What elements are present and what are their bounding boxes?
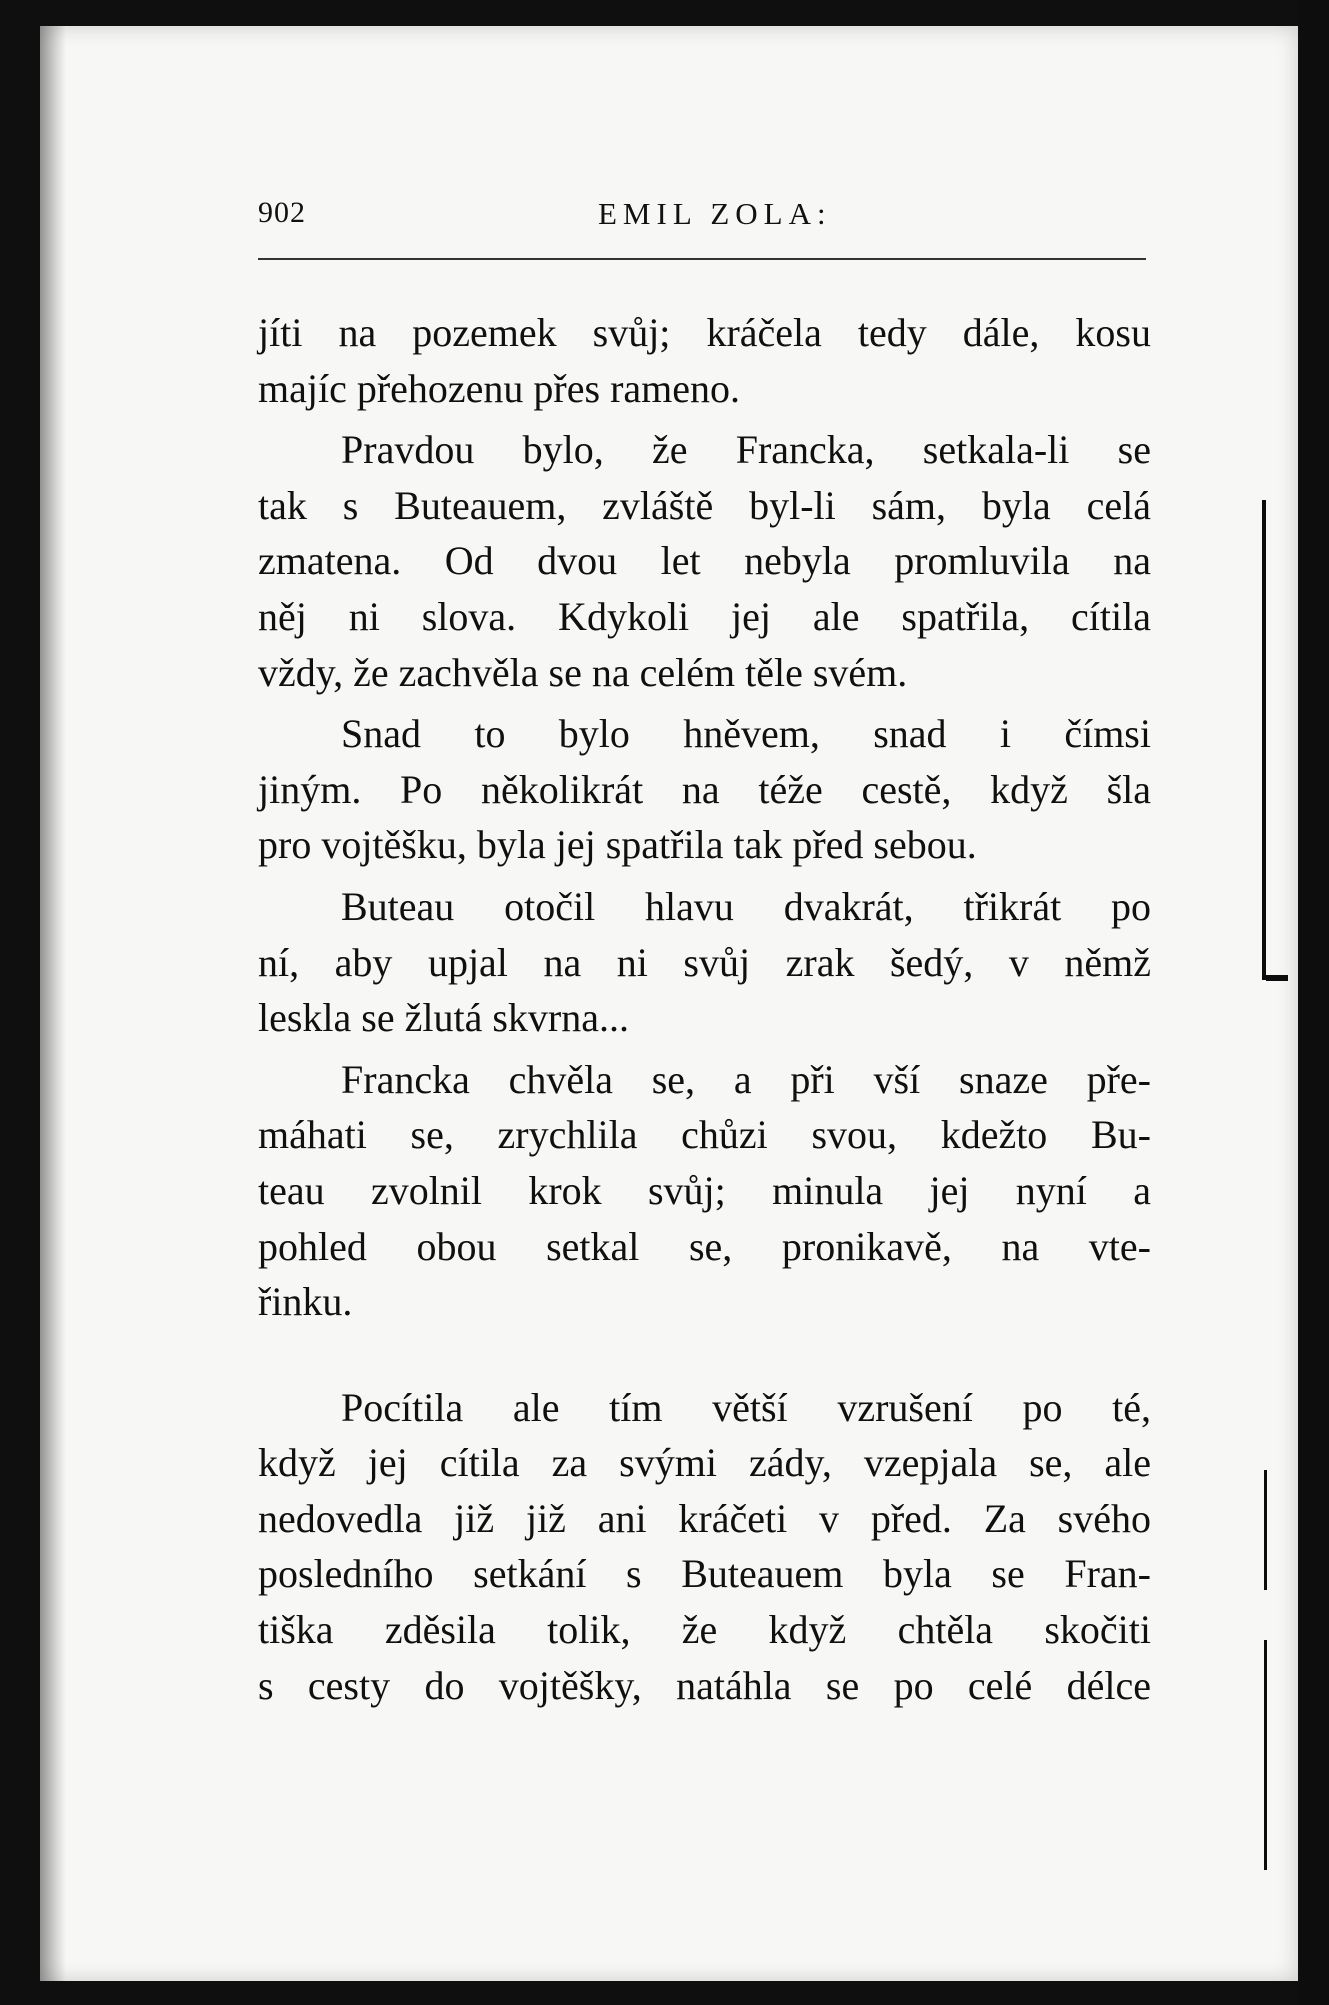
text-line: zmatena. Od dvou let nebyla promluvila na [258,538,1151,584]
header-rule [258,258,1146,260]
binding-mark [1266,975,1288,981]
text-line: Pravdou bylo, že Francka, setkala-li se [341,427,1151,473]
text-line: majíc přehozenu přes rameno. [258,365,741,411]
text-line: Buteau otočil hlavu dvakrát, třikrát po [341,883,1151,929]
text-line: teau zvolnil krok svůj; minula jej nyní a [258,1167,1151,1213]
text-line: Pocítila ale tím větší vzrušení po té, [341,1384,1151,1430]
text-line: Francka chvěla se, a při vší snaze pře- [341,1056,1151,1102]
text-line: posledního setkání s Buteauem byla se Fran- [258,1551,1151,1597]
text-line: když jej cítila za svými zády, vzepjala se, ale [258,1440,1151,1486]
text-line: tiška zděsila tolik, že když chtěla skočiti [258,1607,1151,1653]
running-head: EMIL ZOLA: [598,196,832,231]
binding-mark [1262,500,1266,980]
text-line: máhati se, zrychlila chůzi svou, kdežto Bu- [258,1112,1151,1158]
text-line: jíti na pozemek svůj; kráčela tedy dále, kosu [258,310,1151,355]
text-line: tak s Buteauem, zvláště byl-li sám, byla celá [258,482,1151,528]
text-line: Snad to bylo hněvem, snad i čímsi [341,711,1151,757]
text-line: něj ni slova. Kdykoli jej ale spatřila, cítila [258,593,1151,639]
text-line: ní, aby upjal na ni svůj zrak šedý, v němž [258,939,1151,985]
page-number: 902 [258,196,306,229]
text-line: jiným. Po několikrát na téže cestě, když šla [258,766,1151,812]
text-line: leskla se žlutá skvrna... [258,995,629,1041]
text-line: vždy, že zachvěla se na celém těle svém. [258,649,908,695]
text-line: řinku. [258,1279,353,1325]
spine-shadow [40,26,66,1981]
scan-right-edge [1299,0,1329,2005]
binding-mark [1264,1470,1267,1590]
text-line: pohled obou setkal se, pronikavě, na vte- [258,1223,1151,1269]
text-line: pro vojtěšku, byla jej spatřila tak před sebou. [258,822,977,868]
binding-mark [1264,1640,1267,1870]
text-line: s cesty do vojtěšky, natáhla se po celé délce [258,1662,1151,1708]
page-header [258,196,1146,248]
text-line: nedovedla již již ani kráčeti v před. Za svého [258,1495,1151,1541]
body-text [258,305,1151,1713]
